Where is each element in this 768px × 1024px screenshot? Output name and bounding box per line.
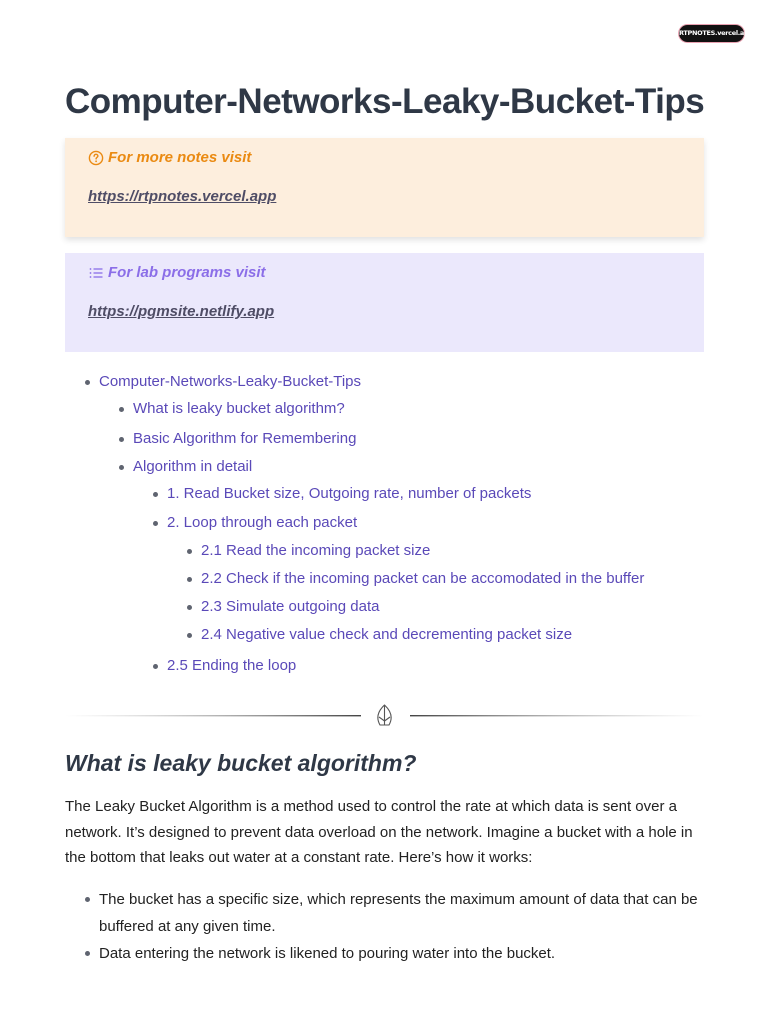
toc-link[interactable]: What is leaky bucket algorithm? <box>133 400 345 417</box>
toc-item <box>201 542 704 560</box>
toc-item <box>133 430 704 448</box>
site-badge[interactable]: RTPNOTES.vercel.app <box>679 25 744 42</box>
toc-link[interactable]: 2.3 Simulate outgoing data <box>201 598 380 615</box>
list-item: The bucket has a specific size, which represents the maximum amount of data that can be buffered at any given time. <box>99 886 738 940</box>
divider-line-left <box>65 715 361 716</box>
notes-callout <box>65 138 704 237</box>
callout-heading <box>88 149 681 167</box>
bucket-bullet-list <box>65 886 738 967</box>
toc-item <box>201 570 704 588</box>
toc-item <box>167 514 704 644</box>
divider-line-right <box>410 715 704 716</box>
section-heading: What is leaky bucket algorithm? <box>65 750 417 776</box>
toc-link[interactable]: Basic Algorithm for Remembering <box>133 430 357 447</box>
toc-link[interactable]: 2.2 Check if the incoming packet can be accomodated in the buffer <box>201 570 645 587</box>
notes-link[interactable]: https://rtpnotes.vercel.app <box>88 188 277 205</box>
toc-item <box>201 598 704 616</box>
callout-heading-text: For lab programs visit <box>108 264 266 281</box>
toc-item <box>133 400 704 418</box>
toc-item <box>133 458 704 675</box>
programs-link[interactable]: https://pgmsite.netlify.app <box>88 303 275 320</box>
toc-link[interactable]: 2. Loop through each packet <box>167 514 358 531</box>
callout-heading-text: For more notes visit <box>108 149 252 166</box>
programs-callout <box>65 253 704 352</box>
toc-item <box>99 373 704 675</box>
page-title: Computer-Networks-Leaky-Bucket-Tips <box>65 82 705 121</box>
leaf-ornament-icon <box>378 705 391 725</box>
list-item: Data entering the network is likened to pouring water into the bucket. <box>99 940 738 967</box>
toc-link[interactable]: 2.1 Read the incoming packet size <box>201 542 431 559</box>
toc-item <box>201 626 704 644</box>
question-circle-icon <box>88 150 104 166</box>
toc-link-root[interactable]: Computer-Networks-Leaky-Bucket-Tips <box>99 373 362 390</box>
table-of-contents <box>65 370 704 675</box>
intro-paragraph: The Leaky Bucket Algorithm is a method used to control the rate at which data is sent over a network. It’s designed to prevent data overload on the network. Imagine a bucket with a hole in the bottom that leaks out water at a constant rate. Here’s how it works: <box>65 798 693 866</box>
toc-link[interactable]: 2.5 Ending the loop <box>167 657 297 674</box>
toc-link[interactable]: 1. Read Bucket size, Outgoing rate, number of packets <box>167 485 532 502</box>
toc-item <box>167 657 704 675</box>
callout-heading <box>88 264 681 282</box>
toc-item <box>167 485 704 503</box>
section-divider <box>65 703 704 729</box>
toc-link[interactable]: 2.4 Negative value check and decrementing packet size <box>201 626 573 643</box>
toc-link[interactable]: Algorithm in detail <box>133 458 253 475</box>
list-icon <box>88 265 104 281</box>
